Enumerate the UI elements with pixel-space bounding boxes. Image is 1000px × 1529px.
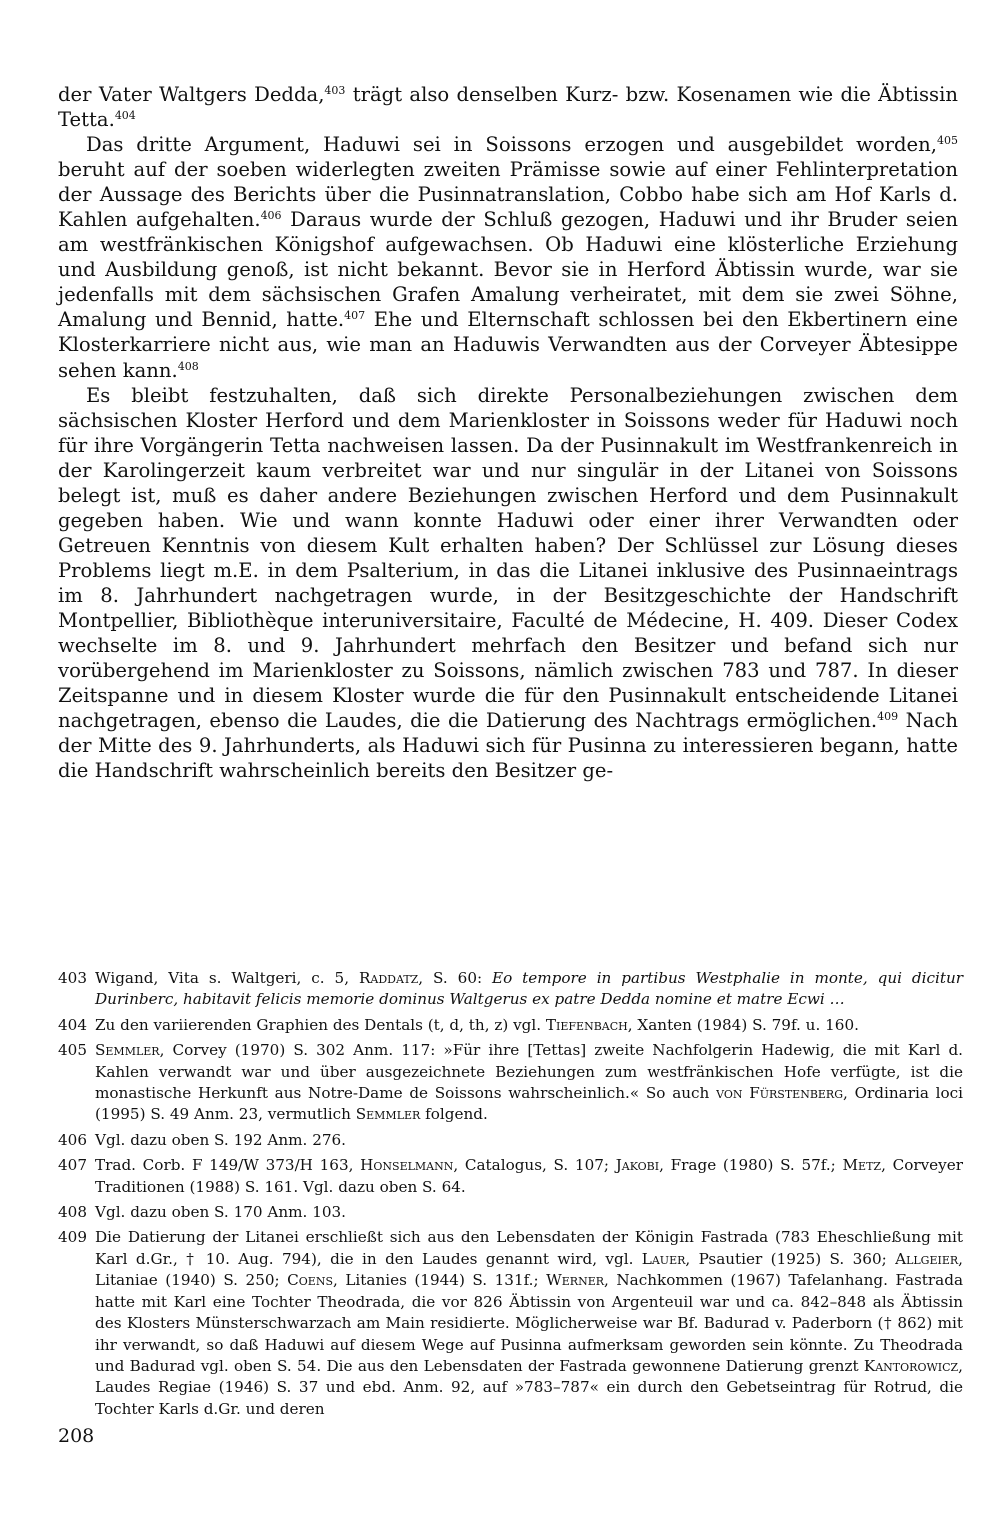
text-run: , Litanies (1944) S. 131f.; xyxy=(333,1271,547,1290)
footnote-ref-407[interactable]: 407 xyxy=(344,309,366,323)
footnote-ref-404[interactable]: 404 xyxy=(114,109,136,123)
author-name: Tiefenbach xyxy=(545,1015,628,1034)
footnote-ref-403[interactable]: 403 xyxy=(324,84,346,97)
author-name: von Fürstenberg xyxy=(716,1084,843,1103)
text-run: , Laudes Regiae (1946) S. 37 und ebd. Anm. 92, auf »783–787« ein durch den Gebetseintrag für Rotrud, die Tochter Karls d.Gr. und deren xyxy=(95,1356,963,1418)
footnote-409 xyxy=(58,1227,963,1420)
footnote-408 xyxy=(58,1202,963,1223)
paragraph-2 xyxy=(58,132,958,382)
text-run: Die Datierung der Litanei erschließt sich aus den Lebensdaten der Königin Fastrada (783 Eheschließung mit Karl d.Gr., † 10. Aug. 794), die in den Laudes genannt wird, vgl. xyxy=(95,1228,963,1268)
text-run: , Nachkommen (1967) Tafelanhang. Fastrada hatte mit Karl eine Tochter Theodrada, die vor 826 Äbtissin von Argenteuil war und ca. 842–848 als Äbtissin des Klosters Münsterschwarzach am Main residierte. Möglicherweise war Bf. Badurad v. Paderborn († 862) mit ihr verwandt, so daß Haduwi auf diesem Wege auf Pusinna aufmerksam geworden sein könnte. Zu Theodrada und Badurad vgl. oben S. 54. Die aus den Lebensdaten der Fastrada gewonnene Datierung grenzt xyxy=(95,1271,963,1375)
text-run: , Psautier (1925) S. 360; xyxy=(685,1249,896,1268)
text-run: Wigand, Vita s. Waltgeri, c. 5, xyxy=(95,969,359,987)
text-run: , Catalogus, S. 107; xyxy=(453,1156,616,1175)
author-name: Lauer xyxy=(641,1249,686,1268)
text-run: beruht auf der soeben widerlegten zweiten Prämisse sowie auf einer Fehlinterpretation der Aussage des Berichts über die Pusinnatranslation, Cobbo habe sich am Hof Karls d. Kahlen aufgehalten. xyxy=(58,158,958,232)
footnote-407 xyxy=(58,1155,963,1198)
paragraph-3 xyxy=(58,383,958,784)
footnote-number: 404 xyxy=(58,1015,87,1034)
text-run: , Frage (1980) S. 57f.; xyxy=(659,1156,843,1175)
text-run: Vgl. dazu oben S. 192 Anm. 276. xyxy=(95,1130,347,1149)
paragraph-1 xyxy=(58,82,958,132)
author-name: Semmler xyxy=(355,1105,421,1124)
footnote-number: 407 xyxy=(58,1156,87,1175)
footnote-number: 403 xyxy=(58,969,87,987)
text-run: Trad. Corb. F 149/W 373/H 163, xyxy=(95,1156,361,1175)
footnote-number: 409 xyxy=(58,1228,87,1247)
text-run: der Vater Waltgers Dedda, xyxy=(58,83,325,106)
latin-quotation: Eo tempore in partibus Westphalie in monte, qui dicitur Durinberc, habitavit felicis memorie dominus Waltgerus ex patre Dedda nomine et matre Ecwi … xyxy=(95,969,963,1009)
footnote-ref-409[interactable]: 409 xyxy=(877,710,899,724)
footnote-number: 408 xyxy=(58,1203,87,1222)
page-number: 208 xyxy=(58,1425,95,1447)
main-text xyxy=(58,82,958,783)
author-name: Jakobi xyxy=(615,1156,660,1175)
text-run: trägt also denselben Kurz- bzw. Kosenamen wie die Äbtissin Tetta. xyxy=(58,83,958,132)
text-run: , Xanten (1984) S. 79f. u. 160. xyxy=(627,1015,859,1034)
author-name: Raddatz xyxy=(358,969,419,987)
text-run: folgend. xyxy=(420,1105,488,1124)
text-run: Nach der Mitte des 9. Jahrhunderts, als Haduwi sich für Pusinna zu interessieren begann, hatte die Handschrift wahrscheinlich bereits den Besitzer ge- xyxy=(58,709,958,783)
text-run: , Corvey (1970) S. 302 Anm. 117: »Für ihre [Tettas] zweite Nachfolgerin Hadewig, die mit Karl d. Kahlen verwandt war und über ausgezeichnete Beziehungen zum westfränkischen Hofe verfügte, ist die monastische Herkunft aus Notre-Dame de Soissons wahrscheinlich.« So auch xyxy=(95,1041,963,1103)
footnote-ref-408[interactable]: 408 xyxy=(177,359,199,373)
footnote-number: 406 xyxy=(58,1130,87,1149)
author-name: Kantorowicz xyxy=(863,1356,959,1375)
footnote-403 xyxy=(58,968,963,1011)
text-run: Vgl. dazu oben S. 170 Anm. 103. xyxy=(95,1203,347,1222)
text-run: Zu den variierenden Graphien des Dentals (t, d, th, z) vgl. xyxy=(95,1015,546,1034)
author-name: Semmler xyxy=(95,1041,160,1060)
footnote-number: 405 xyxy=(58,1041,87,1060)
footnote-404 xyxy=(58,1015,963,1036)
text-run: Es bleibt festzuhalten, daß sich direkte Personalbeziehungen zwischen dem sächsischen Kloster Herford und dem Marienkloster in Soissons weder für Haduwi noch für ihre Vorgängerin Tetta nachweisen lassen. Da der Pusinnakult im Westfrankenreich in der Karolingerzeit kaum verbreitet war und nur singulär in der Litanei von Soissons belegt ist, muß es daher andere Beziehungen zwischen Herford und dem Pusinnakult gegeben haben. Wie und wann konnte Haduwi oder einer ihrer Verwandten oder Getreuen Kenntnis von diesem Kult erhalten haben? Der Schlüssel zur Lösung dieses Problems liegt m.E. in dem Psalterium, in das die Litanei inklusive des Pusinnaeintrags im 8. Jahrhundert nachgetragen wurde, in der Besitzgeschichte der Handschrift Montpellier, Bibliothèque interuniversitaire, Faculté de Médecine, H. 409. Dieser Codex wechselte im 8. und 9. Jahrhundert mehrfach den Besitzer und befand sich nur vorübergehend im Marienkloster zu Soissons, nämlich zwischen 783 und 787. In dieser Zeitspanne und in diesem Kloster wurde die für den Pusinnakult entscheidende Litanei nachgetragen, ebenso die Laudes, die die Datierung des Nachtrags ermöglichen. xyxy=(58,383,958,733)
footnotes xyxy=(58,968,963,1424)
footnote-ref-406[interactable]: 406 xyxy=(260,209,282,223)
footnote-ref-405[interactable]: 405 xyxy=(937,134,958,148)
text-run: , Litaniae (1940) S. 250; xyxy=(95,1249,963,1290)
author-name: Honselmann xyxy=(360,1156,454,1175)
text-run: Ehe und Elternschaft schlossen bei den Ekbertinern eine Klosterkarriere nicht aus, wie man an Haduwis Verwandten aus der Corveyer Äbtesippe sehen kann. xyxy=(58,308,958,382)
text-run: Das dritte Argument, Haduwi sei in Soissons erzogen und ausgebildet worden, xyxy=(86,133,937,157)
text-run: Daraus wurde der Schluß gezogen, Haduwi und ihr Bruder seien am westfränkischen Königshof aufgewachsen. Ob Haduwi eine klösterliche Erziehung und Ausbildung genoß, ist nicht bekannt. Bevor sie in Herford Äbtissin wurde, war sie jedenfalls mit dem sächsischen Grafen Amalung verheiratet, mit dem sie zwei Söhne, Amalung und Bennid, hatte. xyxy=(58,208,958,332)
author-name: Allgeier xyxy=(895,1249,959,1268)
author-name: Coens xyxy=(287,1271,333,1290)
author-name: Werner xyxy=(546,1271,605,1290)
text-run: , S. 60: xyxy=(418,969,493,987)
author-name: Metz xyxy=(842,1156,882,1175)
footnote-405 xyxy=(58,1040,963,1126)
text-run: , Corveyer Traditionen (1988) S. 161. Vgl. dazu oben S. 64. xyxy=(95,1156,964,1196)
footnote-406 xyxy=(58,1130,963,1151)
text-run: , Ordinaria loci (1995) S. 49 Anm. 23, vermutlich xyxy=(95,1084,963,1124)
